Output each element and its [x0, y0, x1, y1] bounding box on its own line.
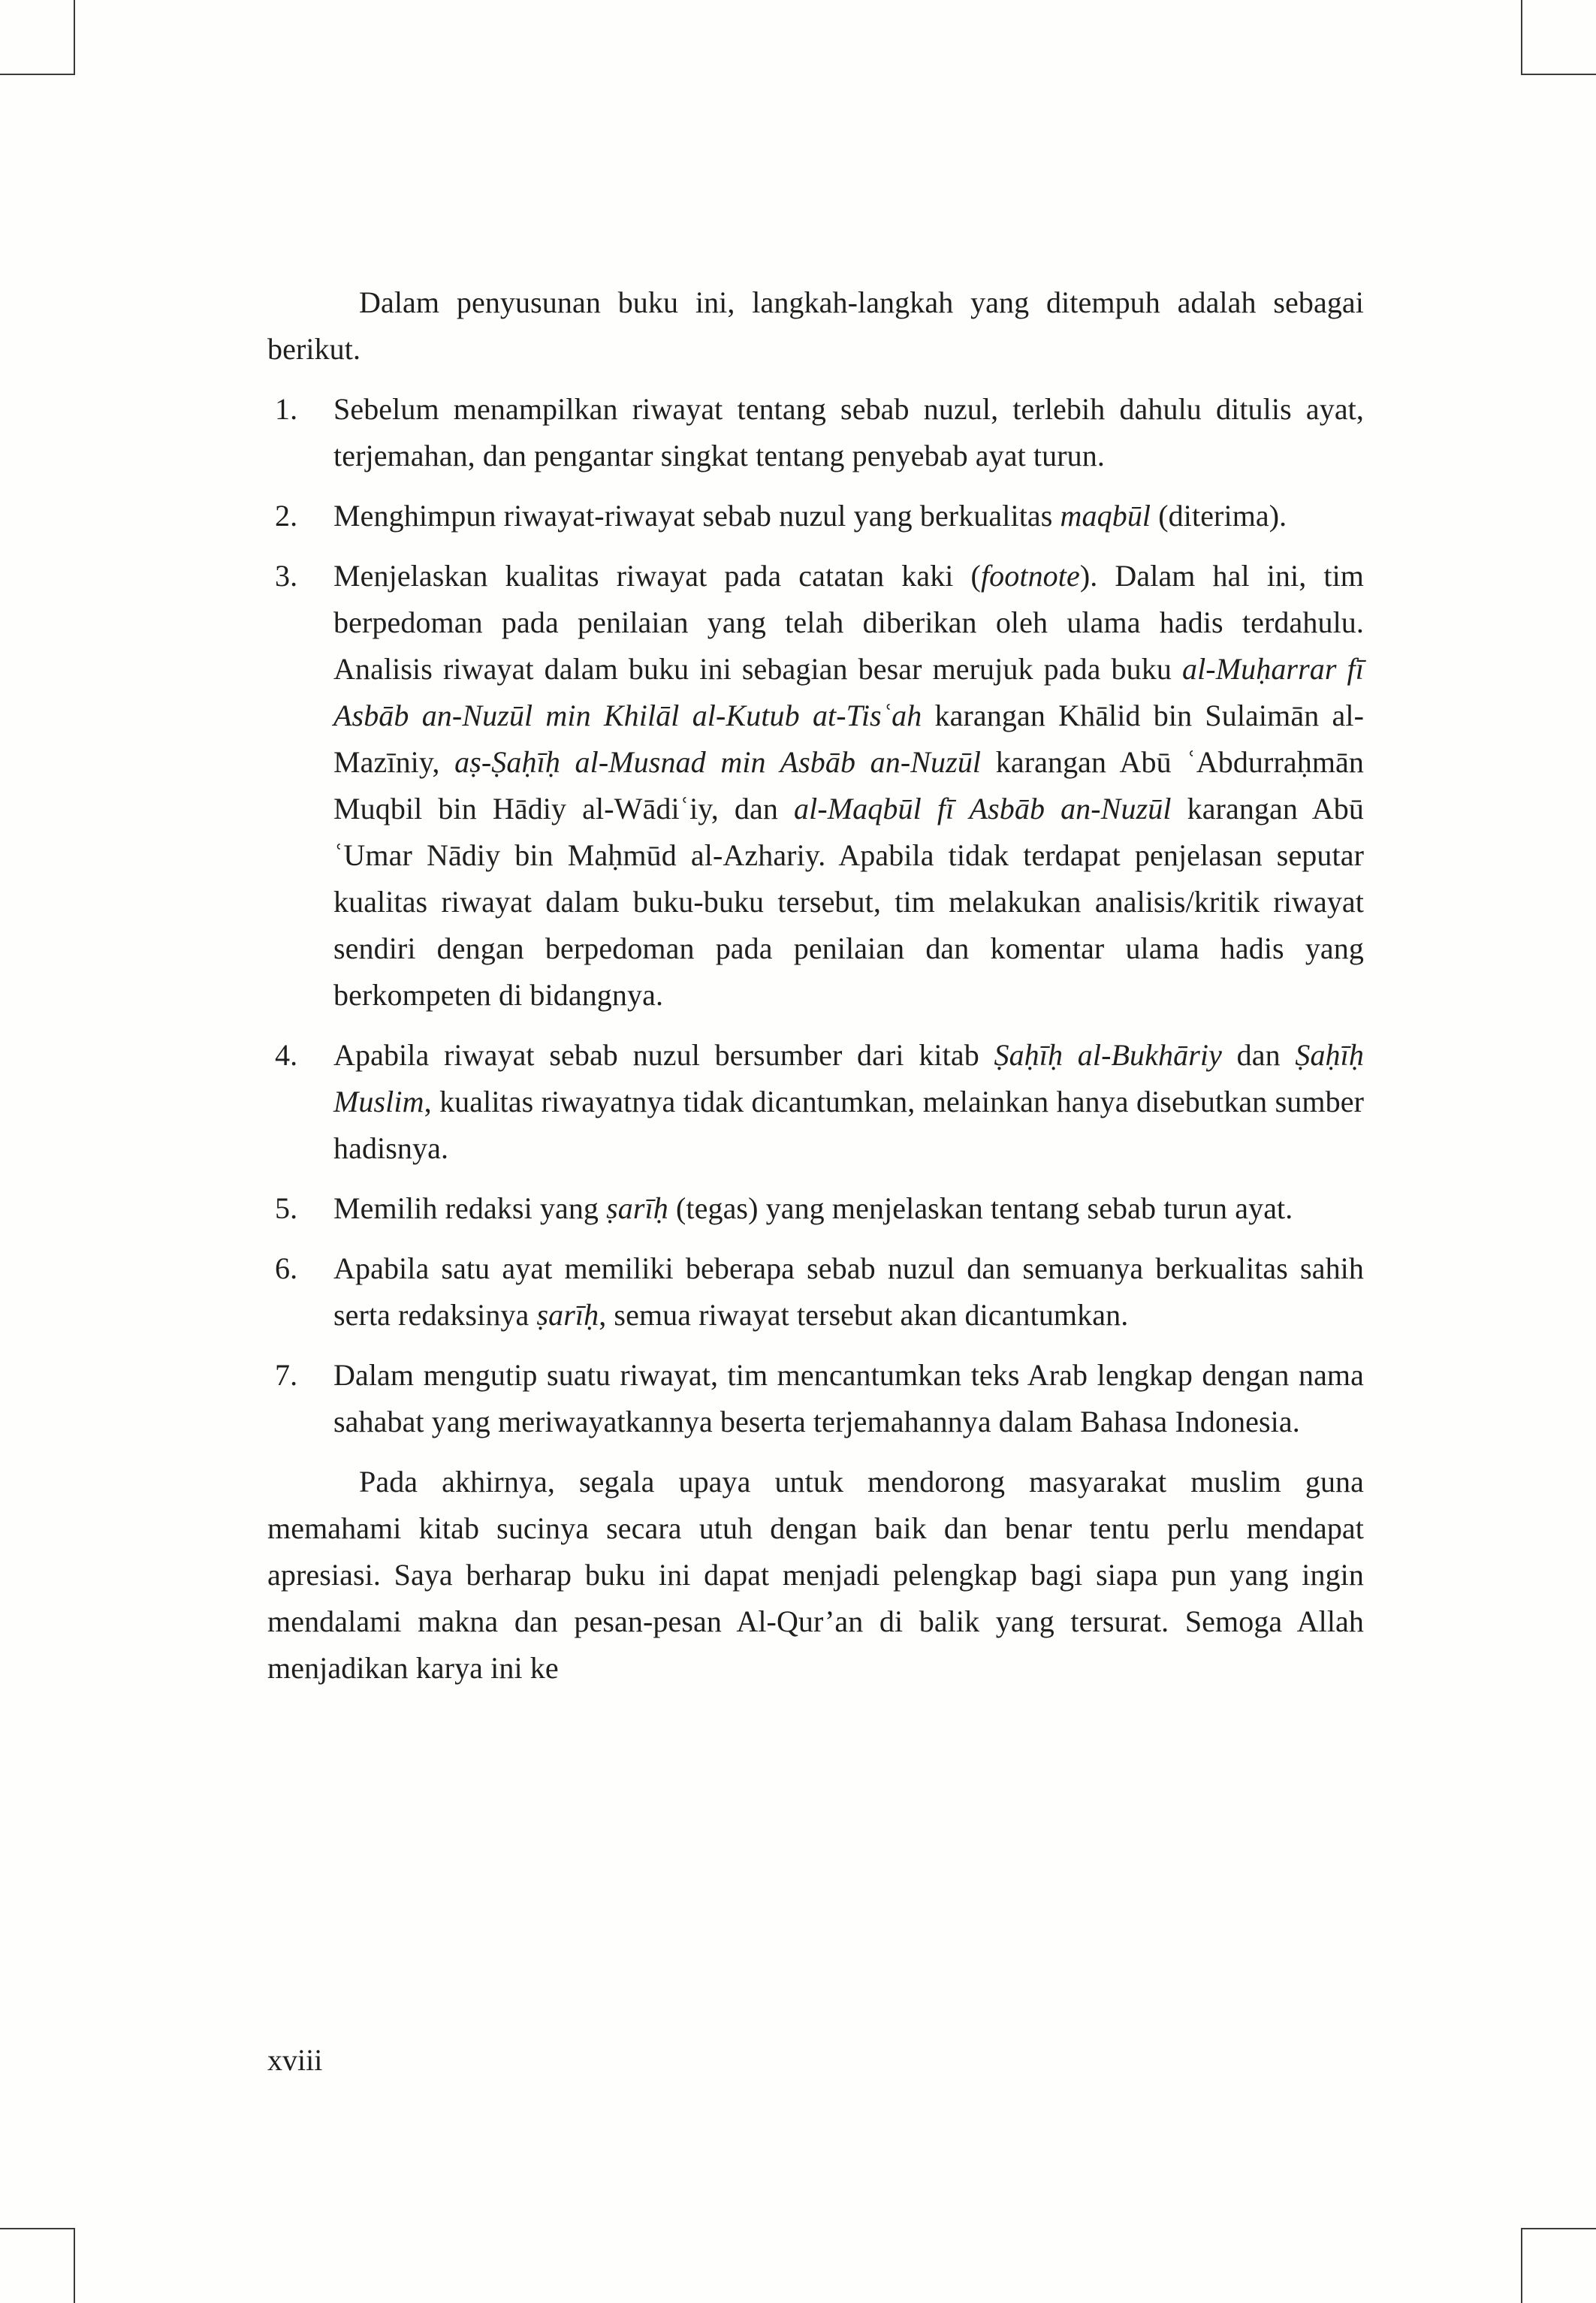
crop-mark-top-left [0, 0, 75, 75]
body-text: ). Dalam hal ini, tim berpedoman pada penilaian yang telah diberikan oleh ulama hadis terdahulu. Analisis riwayat dalam buku ini sebagian besar merujuk pada buku [333, 559, 1364, 686]
list-item [267, 553, 1364, 1019]
italic-text: maqbūl [1060, 499, 1151, 533]
list-item [267, 1352, 1364, 1445]
list-item-text [333, 1245, 1364, 1339]
italic-text: ṣarīḥ [606, 1191, 668, 1225]
italic-text: ṣarīḥ [536, 1298, 599, 1332]
list-number: 5. [275, 1191, 298, 1225]
list-item [267, 493, 1364, 539]
list-item-text [333, 493, 1364, 539]
italic-text: footnote [980, 559, 1080, 593]
list-item-text [333, 386, 1364, 479]
list-item [267, 386, 1364, 479]
list-number: 4. [275, 1038, 298, 1072]
list-number: 6. [275, 1251, 298, 1285]
italic-text: al-Muḥarrar fī Asbāb an-Nuzūl min Khilāl al-Kutub at-Tisʿah [333, 652, 1364, 732]
paragraph [267, 1459, 1364, 1692]
body-text: karangan Khālid bin Sulaimān al-Mazīniy, [333, 699, 1364, 779]
body-text: Apabila satu ayat memiliki beberapa sebab nuzul dan semuanya berkualitas sahih serta redaksinya [333, 1251, 1364, 1332]
body-text: , kualitas riwayatnya tidak dicantumkan, melainkan hanya disebutkan sumber hadisnya. [333, 1085, 1364, 1165]
body-text: (tegas) yang menjelaskan tentang sebab turun ayat. [668, 1191, 1293, 1225]
body-text: Apabila riwayat sebab nuzul bersumber dari kitab [333, 1038, 994, 1072]
list-number: 1. [275, 392, 298, 426]
list-item [267, 1032, 1364, 1172]
body-text: Menghimpun riwayat-riwayat sebab nuzul yang berkualitas [333, 499, 1060, 533]
italic-text: Ṣaḥīḥ al-Bukhāriy [994, 1038, 1222, 1072]
body-text: dan [1221, 1038, 1296, 1072]
body-text: karangan Abū ʿAbdurraḥmān Muqbil bin Hādiy al-Wādiʿiy, dan [333, 745, 1364, 826]
page-content [267, 279, 1364, 1692]
body-text: Dalam mengutip suatu riwayat, tim mencantumkan teks Arab lengkap dengan nama sahabat yang meriwayatkannya beserta terjemahannya dalam Bahasa Indonesia. [333, 1358, 1364, 1438]
page-number: xviii [267, 2043, 323, 2077]
body-text: Sebelum menampilkan riwayat tentang sebab nuzul, terlebih dahulu ditulis ayat, terjemahan, dan pengantar singkat tentang penyebab ayat turun. [333, 392, 1364, 472]
crop-mark-bottom-left [0, 2228, 75, 2303]
body-text: , semua riwayat tersebut akan dicantumkan. [599, 1298, 1129, 1332]
italic-text: aṣ-Ṣaḥīḥ al-Musnad min Asbāb an-Nuzūl [454, 745, 982, 779]
body-text: (diterima). [1151, 499, 1287, 533]
italic-text: Ṣaḥīḥ Muslim [333, 1038, 1364, 1118]
body-text: Memilih redaksi yang [333, 1191, 607, 1225]
list-number: 2. [275, 499, 298, 533]
italic-text: al-Maqbūl fī Asbāb an-Nuzūl [794, 792, 1172, 826]
body-text: karangan Abū ʿUmar Nādiy bin Maḥmūd al-Azhariy. Apabila tidak terdapat penjelasan seputar kualitas riwayat dalam buku-buku tersebut, tim melakukan analisis/kritik riwayat sendiri dengan berpedoman pada penilaian dan komentar ulama hadis yang berkompeten di bidangnya. [333, 792, 1364, 1012]
list-number: 7. [275, 1358, 298, 1392]
crop-mark-bottom-right [1521, 2228, 1596, 2303]
list-item-text [333, 1032, 1364, 1172]
list-item-text [333, 553, 1364, 1019]
body-text: Menjelaskan kualitas riwayat pada catatan kaki ( [333, 559, 981, 593]
body-text: Dalam penyusunan buku ini, langkah-langkah yang ditempuh adalah sebagai berikut. [267, 285, 1364, 366]
list-number: 3. [275, 559, 298, 593]
list-item [267, 1185, 1364, 1232]
crop-mark-top-right [1521, 0, 1596, 75]
list-item-text [333, 1185, 1364, 1232]
list-item-text [333, 1352, 1364, 1445]
body-text: Pada akhirnya, segala upaya untuk mendorong masyarakat muslim guna memahami kitab sucinya secara utuh dengan baik dan benar tentu perlu mendapat apresiasi. Saya berharap buku ini dapat menjadi pelengkap bagi siapa pun yang ingin mendalami makna dan pesan-pesan Al-Qur’an di balik yang tersurat. Semoga Allah menjadikan karya ini ke [267, 1465, 1364, 1685]
list-item [267, 1245, 1364, 1339]
paragraph [267, 279, 1364, 373]
